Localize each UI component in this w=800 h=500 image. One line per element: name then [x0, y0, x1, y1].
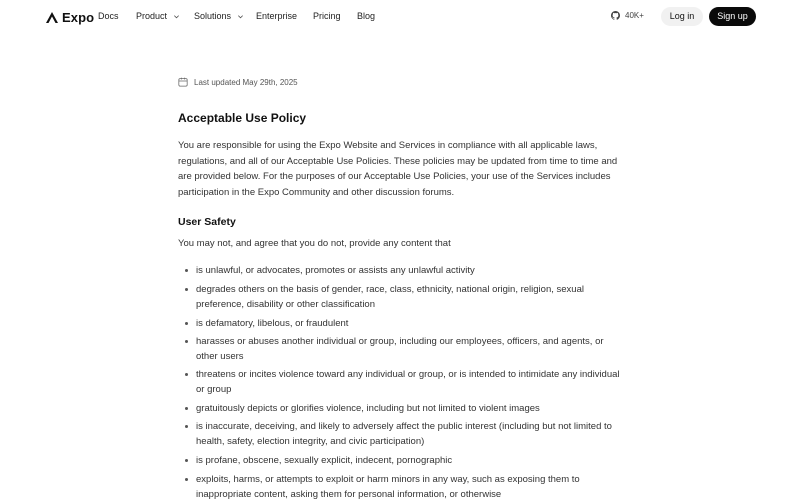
- list-item: gratuitously depicts or glorifies violence, including but not limited to violent images: [196, 401, 624, 416]
- login-button[interactable]: Log in: [661, 7, 703, 26]
- chevron-down-icon: [173, 13, 180, 20]
- nav-enterprise-label: Enterprise: [256, 11, 298, 21]
- nav-docs-label: Docs: [98, 11, 119, 21]
- github-icon: [611, 11, 620, 20]
- top-navigation: [0, 0, 800, 34]
- nav-product[interactable]: [136, 11, 180, 21]
- nav-product-label: Product: [136, 11, 168, 21]
- chevron-down-icon: [237, 13, 244, 20]
- nav-pricing[interactable]: [313, 11, 341, 21]
- signup-button[interactable]: Sign up: [709, 7, 756, 26]
- github-stars-link[interactable]: [611, 11, 644, 20]
- list-item: is unlawful, or advocates, promotes or assists any unlawful activity: [196, 263, 624, 278]
- expo-logo[interactable]: [45, 9, 94, 25]
- last-updated-text: Last updated May 29th, 2025: [194, 77, 298, 87]
- list-item: threatens or incites violence toward any individual or group, or is intended to intimidate any individual or group: [196, 367, 624, 397]
- brand-name: Expo: [62, 9, 95, 25]
- nav-enterprise[interactable]: [256, 11, 297, 21]
- nav-docs[interactable]: [98, 11, 119, 21]
- nav-pricing-label: Pricing: [313, 11, 341, 21]
- list-item: is inaccurate, deceiving, and likely to adversely affect the public interest (including but not limited to health, safety, election integrity, and civic participation): [196, 419, 624, 449]
- expo-logo-icon: [45, 11, 59, 24]
- list-item: exploits, harms, or attempts to exploit or harm minors in any way, such as exposing them to inappropriate content, asking them for personal information, or otherwise: [196, 472, 624, 500]
- nav-solutions-label: Solutions: [194, 11, 232, 21]
- list-item: is defamatory, libelous, or fraudulent: [196, 316, 624, 331]
- nav-blog[interactable]: [357, 11, 375, 21]
- github-stars-count: 40K+: [625, 11, 644, 20]
- list-item: harasses or abuses another individual or group, including our employees, officers, and agents, or other users: [196, 334, 624, 364]
- list-item: is profane, obscene, sexually explicit, indecent, pornographic: [196, 453, 624, 468]
- intro-paragraph: You are responsible for using the Expo Website and Services in compliance with all applicable laws, regulations, and all of our Acceptable Use Policies. These policies may be updated from time to time and are provided below. For the purposes of our Acceptable Use Policies, your use of the Services includes participation in the Expo Community and other discussion forums.: [178, 140, 618, 198]
- section-title: User Safety: [178, 216, 236, 228]
- list-item: degrades others on the basis of gender, race, class, ethnicity, national origin, religion, sexual preference, disability or other classification: [196, 282, 624, 312]
- nav-solutions[interactable]: [194, 11, 244, 21]
- last-updated: [178, 77, 298, 87]
- page-title: Acceptable Use Policy: [178, 111, 307, 125]
- section-lead: You may not, and agree that you do not, provide any content that: [178, 238, 451, 249]
- calendar-icon: [178, 77, 188, 87]
- nav-blog-label: Blog: [357, 11, 376, 21]
